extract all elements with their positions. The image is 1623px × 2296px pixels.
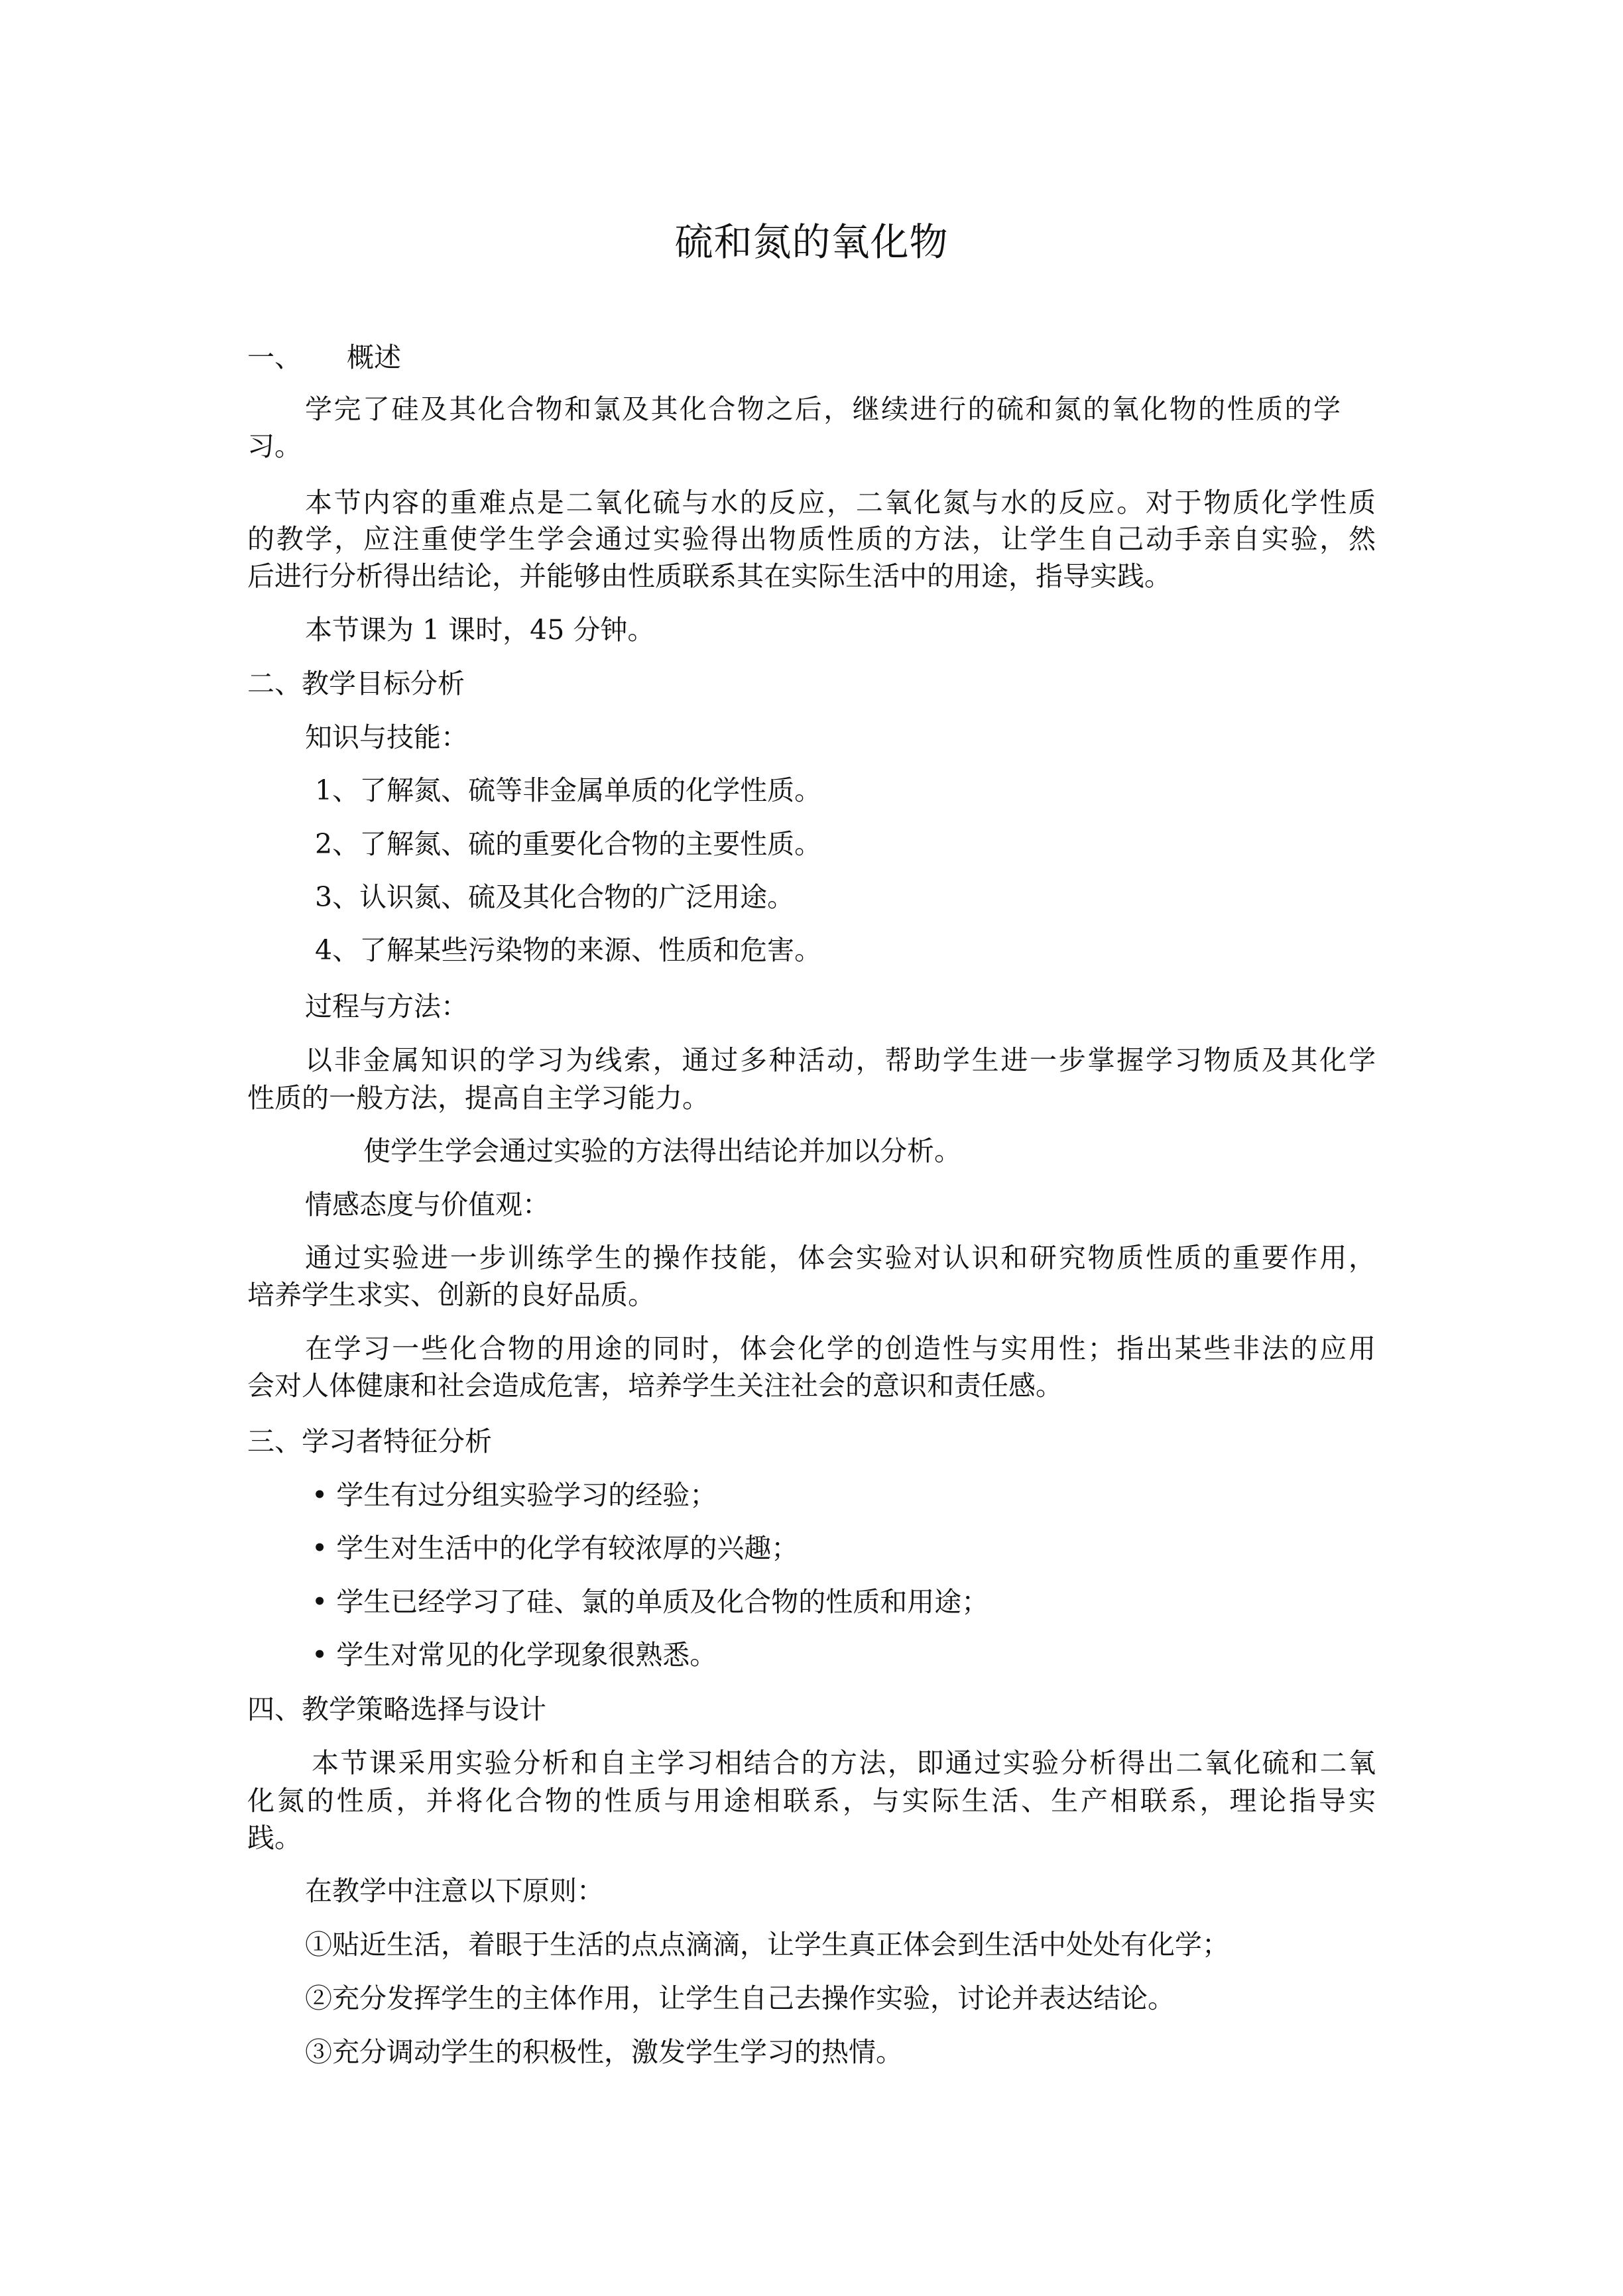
- bullet-item: • 学生有过分组实验学习的经验；: [312, 1479, 717, 1511]
- paragraph-line: 培养学生求实、创新的良好品质。: [247, 1279, 655, 1311]
- subsection-label: 过程与方法：: [305, 991, 468, 1022]
- section-1-number: 一、: [247, 341, 302, 373]
- paragraph-line: 在教学中注意以下原则：: [305, 1875, 604, 1907]
- page-title: 硫和氮的氧化物: [674, 219, 949, 265]
- paragraph-line: 在学习一些化合物的用途的同时，体会化学的创造性与实用性；指出某些非法的应用: [305, 1333, 1376, 1364]
- paragraph-line: 化氮的性质，并将化合物的性质与用途相联系，与实际生活、生产相联系，理论指导实: [247, 1785, 1376, 1817]
- section-1-label: 概述: [347, 341, 401, 373]
- paragraph-line: 本节内容的重难点是二氧化硫与水的反应，二氧化氮与水的反应。对于物质化学性质: [305, 487, 1376, 518]
- subsection-label: 情感态度与价值观：: [305, 1189, 550, 1221]
- list-item: 1、了解氮、硫等非金属单质的化学性质。: [315, 774, 822, 806]
- section-2-heading: 二、教学目标分析: [247, 668, 465, 699]
- paragraph-line: 习。: [247, 430, 302, 462]
- list-item: ①贴近生活，着眼于生活的点点滴滴，让学生真正体会到生活中处处有化学；: [305, 1929, 1229, 1961]
- paragraph-line: 的教学，应注重使学生学会通过实验得出物质性质的方法，让学生自己动手亲自实验，然: [247, 523, 1376, 555]
- section-3-heading: 三、学习者特征分析: [247, 1425, 492, 1457]
- list-item: ②充分发挥学生的主体作用，让学生自己去操作实验，讨论并表达结论。: [305, 1982, 1175, 2014]
- paragraph-line: 后进行分析得出结论，并能够由性质联系其在实际生活中的用途，指导实践。: [247, 560, 1172, 592]
- paragraph-line: 使学生学会通过实验的方法得出结论并加以分析。: [363, 1135, 961, 1167]
- paragraph-line: 性质的一般方法，提高自主学习能力。: [247, 1082, 709, 1114]
- section-4-heading: 四、教学策略选择与设计: [247, 1693, 546, 1725]
- paragraph-line: 践。: [247, 1822, 302, 1854]
- paragraph-line: 会对人体健康和社会造成危害，培养学生关注社会的意识和责任感。: [247, 1370, 1063, 1402]
- list-item: 3、认识氮、硫及其化合物的广泛用途。: [315, 881, 795, 913]
- list-item: ③充分调动学生的积极性，激发学生学习的热情。: [305, 2036, 903, 2068]
- list-item: 2、了解氮、硫的重要化合物的主要性质。: [315, 828, 822, 860]
- paragraph-line: 本节课为 1 课时，45 分钟。: [305, 614, 655, 646]
- bullet-item: • 学生对常见的化学现象很熟悉。: [312, 1639, 717, 1671]
- paragraph-line: 通过实验进一步训练学生的操作技能，体会实验对认识和研究物质性质的重要作用，: [305, 1242, 1376, 1274]
- bullet-item: • 学生对生活中的化学有较浓厚的兴趣；: [312, 1532, 799, 1564]
- subsection-label: 知识与技能：: [305, 721, 468, 753]
- paragraph-line: 以非金属知识的学习为线索，通过多种活动，帮助学生进一步掌握学习物质及其化学: [305, 1044, 1376, 1076]
- bullet-item: • 学生已经学习了硅、氯的单质及化合物的性质和用途；: [312, 1586, 989, 1618]
- paragraph-line: 学完了硅及其化合物和氯及其化合物之后，继续进行的硫和氮的氧化物的性质的学: [305, 393, 1341, 425]
- list-item: 4、了解某些污染物的来源、性质和危害。: [315, 934, 822, 966]
- section-1-heading: [247, 338, 401, 377]
- paragraph-line: 本节课采用实验分析和自主学习相结合的方法，即通过实验分析得出二氧化硫和二氧: [312, 1747, 1376, 1779]
